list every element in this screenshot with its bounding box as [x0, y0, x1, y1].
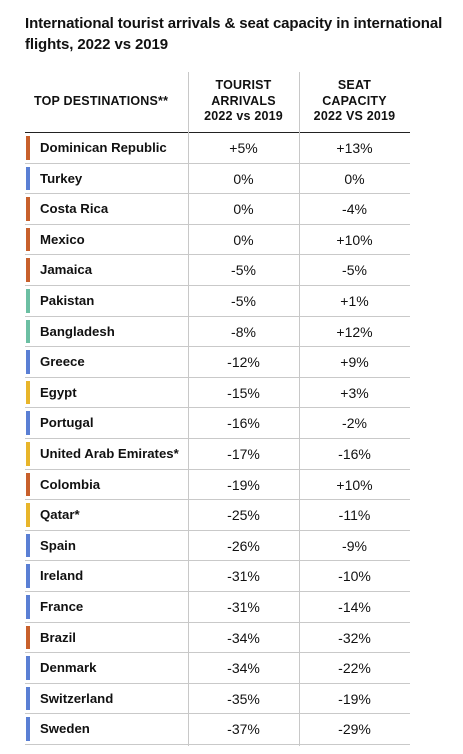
region-color-bar: [26, 442, 30, 466]
table-row: [25, 653, 410, 684]
header-capacity-line-2: CAPACITY: [322, 93, 387, 108]
region-color-bar: [26, 473, 30, 497]
arrivals-value: -12%: [227, 354, 260, 371]
destination-name: Turkey: [40, 170, 83, 186]
capacity-value: +9%: [340, 354, 369, 371]
region-color-bar: [26, 564, 30, 588]
arrivals-value: -26%: [227, 537, 260, 554]
table-row: [25, 194, 410, 225]
table-row: [25, 531, 410, 562]
table-row: [25, 684, 410, 715]
arrivals-value: -15%: [227, 384, 260, 401]
chart-title: International tourist arrivals & seat capacity in international flights, 2022 vs 2019: [25, 15, 443, 53]
capacity-value: +10%: [336, 231, 373, 248]
destination-name: Bangladesh: [40, 323, 115, 339]
region-color-bar: [26, 534, 30, 558]
destination-name: Qatar*: [40, 507, 80, 523]
destination-name: United Arab Emirates*: [40, 445, 179, 461]
arrivals-value: -8%: [231, 323, 256, 340]
header-arrivals: [188, 78, 299, 125]
capacity-value: -16%: [338, 445, 371, 462]
capacity-value: -32%: [338, 629, 371, 646]
capacity-value: -11%: [338, 507, 371, 524]
table-row: [25, 408, 410, 439]
column-divider-2: [299, 72, 300, 746]
table-body: [25, 133, 410, 745]
table-row: [25, 347, 410, 378]
arrivals-value: -19%: [227, 476, 260, 493]
data-table: [25, 72, 410, 745]
arrivals-value: -34%: [227, 660, 260, 677]
arrivals-value: 0%: [233, 170, 254, 187]
region-color-bar: [26, 258, 30, 282]
arrivals-value: -35%: [227, 690, 260, 707]
capacity-value: -22%: [338, 660, 371, 677]
destination-name: Denmark: [40, 660, 97, 676]
region-color-bar: [26, 320, 30, 344]
arrivals-value: -25%: [227, 507, 260, 524]
table-row: [25, 470, 410, 501]
header-arrivals-line-3: 2022 vs 2019: [204, 109, 283, 123]
table-row: [25, 317, 410, 348]
capacity-value: -2%: [342, 415, 367, 432]
region-color-bar: [26, 595, 30, 619]
arrivals-value: -37%: [227, 721, 260, 738]
capacity-value: 0%: [344, 170, 365, 187]
table-row: [25, 225, 410, 256]
destination-name: France: [40, 598, 84, 614]
table-row: [25, 133, 410, 164]
capacity-value: -9%: [342, 537, 367, 554]
capacity-value: +1%: [340, 292, 369, 309]
capacity-value: +3%: [340, 384, 369, 401]
destination-name: Pakistan: [40, 292, 95, 308]
destination-name: Colombia: [40, 476, 101, 492]
destination-name: Sweden: [40, 721, 90, 737]
region-color-bar: [26, 350, 30, 374]
table-row: [25, 286, 410, 317]
region-color-bar: [26, 228, 30, 252]
capacity-value: -19%: [338, 690, 371, 707]
destination-name: Brazil: [40, 629, 76, 645]
region-color-bar: [26, 289, 30, 313]
region-color-bar: [26, 626, 30, 650]
header-arrivals-line-2: ARRIVALS: [211, 93, 276, 108]
destination-name: Greece: [40, 354, 85, 370]
region-color-bar: [26, 687, 30, 711]
header-capacity: [299, 78, 410, 125]
capacity-value: -5%: [342, 262, 367, 279]
table-header: [25, 72, 410, 133]
table-row: [25, 714, 410, 745]
header-destinations: TOP DESTINATIONS**: [34, 94, 169, 108]
table-row: [25, 500, 410, 531]
table-row: [25, 623, 410, 654]
table-row: [25, 255, 410, 286]
capacity-value: -10%: [338, 568, 371, 585]
table-row: [25, 592, 410, 623]
table-row: [25, 439, 410, 470]
region-color-bar: [26, 503, 30, 527]
destination-name: Ireland: [40, 568, 84, 584]
region-color-bar: [26, 381, 30, 405]
destination-name: Switzerland: [40, 690, 114, 706]
arrivals-value: -31%: [227, 598, 260, 615]
destination-name: Spain: [40, 537, 76, 553]
destination-name: Portugal: [40, 415, 94, 431]
destination-name: Egypt: [40, 384, 77, 400]
header-capacity-line-3: 2022 VS 2019: [313, 109, 396, 123]
region-color-bar: [26, 136, 30, 160]
arrivals-value: -16%: [227, 415, 260, 432]
destination-name: Mexico: [40, 231, 85, 247]
destination-name: Dominican Republic: [40, 140, 167, 155]
arrivals-value: +5%: [229, 140, 258, 156]
table-row: [25, 378, 410, 409]
region-color-bar: [26, 167, 30, 191]
capacity-value: +12%: [336, 323, 373, 340]
capacity-value: -29%: [338, 721, 371, 738]
capacity-value: -4%: [342, 201, 367, 218]
arrivals-value: 0%: [233, 201, 254, 218]
arrivals-value: 0%: [233, 231, 254, 248]
capacity-value: +10%: [336, 476, 373, 493]
header-capacity-line-1: SEAT: [337, 78, 372, 92]
capacity-value: +13%: [336, 140, 373, 156]
table-row: [25, 561, 410, 592]
region-color-bar: [26, 656, 30, 680]
arrivals-value: -5%: [231, 262, 256, 279]
column-divider-1: [188, 72, 189, 746]
destination-name: Jamaica: [40, 262, 93, 278]
header-arrivals-line-1: TOURIST: [215, 78, 272, 92]
region-color-bar: [26, 717, 30, 741]
destination-name: Costa Rica: [40, 201, 109, 217]
arrivals-value: -31%: [227, 568, 260, 585]
arrivals-value: -5%: [231, 292, 256, 309]
capacity-value: -14%: [338, 598, 371, 615]
table-row: [25, 164, 410, 195]
arrivals-value: -17%: [227, 445, 260, 462]
arrivals-value: -34%: [227, 629, 260, 646]
region-color-bar: [26, 411, 30, 435]
region-color-bar: [26, 197, 30, 221]
